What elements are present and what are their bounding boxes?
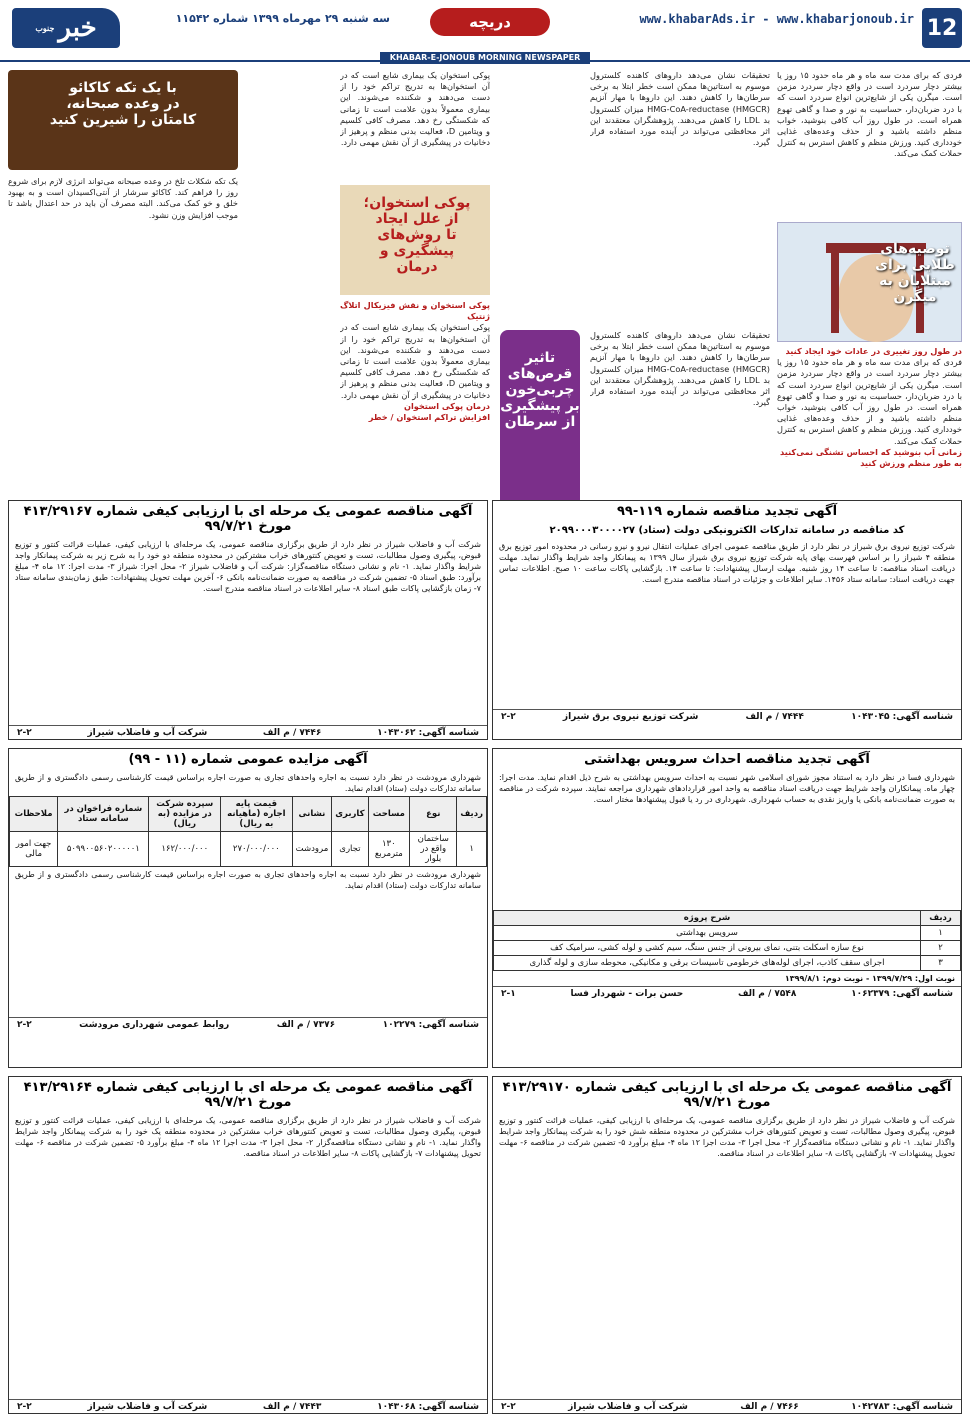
- tender-2-subtitle: کد مناقصه در سامانه تدارکات الکترونیکی دولت (ستاد) ۲۰۹۹۰۰۰۳۰۰۰۰۲۷: [549, 525, 905, 536]
- bone-photo: [340, 185, 490, 295]
- migraine-title-3: مبتلایان به: [879, 273, 951, 289]
- auction-ad: [8, 748, 488, 1068]
- tender-5-seq: ۲-۲: [17, 1402, 32, 1412]
- bone-title-2: از علل ایجاد: [375, 211, 459, 227]
- bone-sub1: پوکی استخوان و نقش فیزیکال اتلاگ ژنتیک: [340, 300, 490, 322]
- tender-3-seq: ۲-۱: [501, 989, 516, 999]
- auction-body: شهرداری مرودشت در نظر دارد نسبت به اجاره واحدهای تجاری به صورت اجاره براساس قیمت کارشناسی رسمی دادگستری و از طریق سامانه تدارکات دولت (ستاد) اقدام نماید.: [15, 773, 481, 793]
- table-row: [494, 926, 961, 941]
- chocolate-body: یک تکه شکلات تلخ در وعده صبحانه می‌تواند انرژی لازم برای شروع روز را فراهم کند. کاکائو سرشار از آنتی‌اکسیدان است و به بهبود خلق و خو کمک می‌کند. البته مصرف آن باید در حد اعتدال باشد تا موجب افزایش وزن نشود.: [8, 176, 238, 220]
- tender-ad-1: [8, 500, 488, 740]
- table-row: [494, 941, 961, 956]
- migraine-body-cont: [777, 346, 962, 496]
- tender-3-table-header: [494, 911, 961, 926]
- migraine-body: فردی که برای مدت سه ماه و هر ماه حدود ۱۵ روز یا بیشتر دچار سردرد است در واقع دچار سردرد مزمن است. میگرن یکی از شایع‌ترین انواع سردرد است که با درد ضربان‌دار، حساسیت به نور و صدا و گاهی تهوع همراه است. در طول روز آب کافی بنوشید، خواب منظم داشته باشید و از حذف وعده‌های غذایی خودداری کنید. ورزش منظم و کاهش استرس به کنترل حملات کمک می‌کند.: [777, 70, 962, 159]
- cholesterol-title-2: قرص‌های: [507, 366, 573, 382]
- tender-2-footer: [493, 709, 961, 724]
- auction-table-header: [10, 797, 487, 832]
- auction-col-area: مساحت: [368, 797, 410, 832]
- tender-2-id: شناسه آگهی: ۱۰۴۳۰۴۵: [851, 712, 953, 722]
- chocolate-title-2: در وعده صبحانه،: [66, 96, 180, 112]
- auction-col-n: ردیف: [457, 797, 487, 832]
- tender-5-footer: [9, 1399, 487, 1414]
- migraine-sub1: در طول روز تغییری در عادات خود ایجاد کنید: [785, 346, 962, 356]
- tender-ad-4: [492, 1076, 962, 1414]
- auction-col-deposit: سپرده شرکت در مزایده (به ریال): [149, 797, 221, 832]
- bone-title-5: درمان: [396, 259, 438, 275]
- logo-sub: جنوب: [35, 23, 55, 33]
- issue-date: سه شنبه ۲۹ مهرماه ۱۳۹۹ شماره ۱۱۵۴۲: [175, 12, 390, 25]
- bone-title: [352, 195, 482, 275]
- site-url[interactable]: www.khabarAds.ir - www.khabarjonoub.ir: [639, 12, 914, 26]
- page-header: [0, 0, 970, 62]
- tender-1-id: شناسه آگهی: ۱۰۴۳۰۶۲: [377, 728, 479, 738]
- table-row: [494, 956, 961, 971]
- tender-4-seq: ۲-۲: [501, 1402, 516, 1412]
- cholesterol-title-4: بر پیشگیری: [500, 398, 580, 414]
- cholesterol-body: تحقیقات نشان می‌دهد داروهای کاهنده کلسترول موسوم به استاتین‌ها ممکن است خطر ابتلا به برخی سرطان‌ها را کاهش دهند. این داروها با مهار آنزیم HMG-CoA-reductase (HMGCR) میزان کلسترول بد LDL را کاهش می‌دهند. پژوهشگران معتقدند این اثر محافظتی می‌تواند در آینده مورد استفاده قرار گیرد.: [590, 70, 770, 148]
- bone-sub2: درمان پوکی استخوان: [403, 400, 490, 411]
- migraine-text: فردی که برای مدت سه ماه و هر ماه حدود ۱۵ روز یا بیشتر دچار سردرد است در واقع دچار سردرد مزمن است. میگرن یکی از شایع‌ترین انواع سردرد است که با درد ضربان‌دار، حساسیت به نور و صدا و گاهی تهوع همراه است. در طول روز آب کافی بنوشید، خواب منظم داشته باشید و از حذف وعده‌های غذایی خودداری کنید. ورزش منظم و کاهش استرس به کنترل حملات کمک می‌کند.: [777, 357, 962, 446]
- auction-col-use: کاربری: [332, 797, 368, 832]
- auction-cell: ۱۳۰ مترمربع: [368, 832, 410, 867]
- tender-3-col-n: ردیف: [921, 911, 961, 926]
- auction-col-base: قیمت پایه اجاره (ماهیانه به ریال): [221, 797, 293, 832]
- cholesterol-title-box: [500, 330, 580, 510]
- tender-5-code: ۷۴۴۳ / م الف: [262, 1402, 322, 1412]
- auction-title: آگهی مزایده عمومی شماره (۱۱ - ۹۹): [128, 752, 368, 767]
- auction-col-call: شماره فراخوان در سامانه ستاد: [58, 797, 149, 832]
- auction-cell: تجاری: [332, 832, 368, 867]
- auction-id: شناسه آگهی: ۱۰۲۲۷۹: [382, 1020, 479, 1030]
- chocolate-title: [12, 80, 234, 128]
- chocolate-title-1: با یک تکه کاکائو: [69, 80, 177, 96]
- migraine-title: [875, 241, 955, 305]
- auction-col-note: ملاحظات: [10, 797, 58, 832]
- bone-body: [340, 300, 490, 500]
- page-number: 12: [922, 8, 962, 48]
- auction-cell: ۵۰۹۹۰۰۵۶۰۲۰۰۰۰۰۱: [58, 832, 149, 867]
- tender-ad-3: [492, 748, 962, 1068]
- cholesterol-title-5: از سرطان: [504, 414, 576, 430]
- tender-2-company: شرکت توزیع نیروی برق شیراز: [562, 712, 699, 722]
- tender-2-seq: ۲-۲: [501, 712, 516, 722]
- tender-1-title: آگهی مناقصه عمومی یک مرحله ای با ارزیابی کیفی شماره ۴۱۳/۲۹۱۶۷ مورخ ۹۹/۷/۲۱: [23, 504, 473, 534]
- auction-org: روابط عمومی شهرداری مرودشت: [79, 1020, 230, 1030]
- tender-5-id: شناسه آگهی: ۱۰۴۳۰۶۸: [377, 1402, 479, 1412]
- tender-3-table: [493, 910, 961, 971]
- migraine-sub3: به طور منظم ورزش کنید: [860, 458, 962, 469]
- newspaper-logo: [12, 8, 120, 48]
- section-title: دریچه: [430, 8, 550, 36]
- chocolate-title-3: کامتان را شیرین کنید: [49, 112, 197, 128]
- migraine-photo: [777, 222, 962, 342]
- tender-1-seq: ۲-۲: [17, 728, 32, 738]
- newspaper-strip: KHABAR-E-JONOUB MORNING NEWSPAPER: [380, 52, 590, 64]
- tender-1-footer: [9, 725, 487, 740]
- migraine-title-1: توصیه‌های: [880, 241, 950, 257]
- tender-4-company: شرکت آب و فاضلاب شیراز: [568, 1402, 688, 1412]
- tender-4-title: آگهی مناقصه عمومی یک مرحله ای با ارزیابی کیفی شماره ۴۱۳/۲۹۱۷۰ مورخ ۹۹/۷/۲۱: [502, 1080, 952, 1110]
- tender-3-body: شهرداری فسا در نظر دارد به استناد مجوز شورای اسلامی شهر نسبت به احداث سرویس بهداشتی به شرح ذیل اقدام نماید. مدت اجرا: چهار ماه. پیمانکاران واجد شرایط جهت دریافت اسناد مناقصه به واحد امور قراردادهای شهرداری مراجعه نمایند. سپرده شرکت در مناقصه به صورت ضمانت‌نامه بانکی یا واریز نقدی به حساب شهرداری. شهرداری در رد یا قبول پیشنهادها مختار است.: [499, 773, 955, 804]
- auction-code: ۷۳۷۶ / م الف: [276, 1020, 336, 1030]
- bone-title-1: پوکی استخوان؛: [363, 195, 471, 211]
- tender-4-id: شناسه آگهی: ۱۰۴۲۷۸۳: [851, 1402, 953, 1412]
- auction-footer: [9, 1017, 487, 1032]
- tender-3-footer: [493, 986, 961, 1001]
- tender-3-cell: ۳: [921, 956, 961, 971]
- bone-text: پوکی استخوان یک بیماری شایع است که در آن استخوان‌ها به تدریج تراکم خود را از دست می‌دهند و شکننده می‌شوند. این بیماری معمولاً بدون علامت است تا زمانی که شکستگی رخ دهد. مصرف کافی کلسیم و ویتامین D، فعالیت بدنی منظم و پرهیز از دخانیات در پیشگیری از آن نقش مهمی دارد.: [340, 322, 490, 400]
- bone-sub3: افزایش تراکم استخوان / خطر: [368, 412, 490, 423]
- tender-5-body: شرکت آب و فاضلاب شیراز در نظر دارد از طریق برگزاری مناقصه عمومی، یک مرحله‌ای با ارزیابی کیفی، عملیات قرائت کنتور و توزیع قبوض، پیگیری وصول مطالبات، تست و تعویض کنتورهای خراب مشترکین در محدوده منطقه یک خود را به شرکت پیمانکار واجد شرایط واگذار نماید. ۱- نام و نشانی دستگاه مناقصه‌گزار ۲- محل اجرا ۳- مدت اجرا ۱۲ ماه ۴- مبلغ برآورد ۵- تضمین شرکت در مناقصه ۶- مهلت تحویل پیشنهادات ۷- بازگشایی پاکات ۸- سایر اطلاعات در اسناد مناقصه.: [15, 1116, 482, 1158]
- tender-1-code: ۷۴۴۶ / م الف: [262, 728, 322, 738]
- tender-3-cell: سرویس بهداشتی: [494, 926, 921, 941]
- tender-3-cell: ۱: [921, 926, 961, 941]
- tender-4-body: شرکت آب و فاضلاب شیراز در نظر دارد از طریق برگزاری مناقصه عمومی، یک مرحله‌ای با ارزیابی کیفی، عملیات قرائت کنتور و توزیع قبوض، پیگیری وصول مطالبات، تست و تعویض کنتورهای خراب مشترکین در محدوده منطقه شش خود را به شرکت پیمانکار واجد شرایط واگذار نماید. ۱- نام و نشانی دستگاه مناقصه‌گزار ۲- محل اجرا ۳- مدت اجرا ۱۲ ماه ۴- مبلغ برآورد ۵- تضمین شرکت در مناقصه ۶- مهلت تحویل پیشنهادات ۷- بازگشایی پاکات ۸- سایر اطلاعات در اسناد مناقصه.: [499, 1116, 956, 1158]
- cholesterol-title-1: تاثیر: [524, 350, 556, 366]
- logo-text: خبر: [58, 13, 97, 43]
- tender-3-cell: ۲: [921, 941, 961, 956]
- auction-cell: ۲۷۰/۰۰۰/۰۰۰: [221, 832, 293, 867]
- tender-2-body: شرکت توزیع نیروی برق شیراز در نظر دارد از طریق مناقصه عمومی اجرای عملیات انتقال نیرو و نیرو رسانی در محدوده امور توزیع برق منطقه ۴ شیراز را بر اساس فهرست بهای پایه شرکت توزیع نیروی برق شیراز سال ۱۳۹۹ به پیمانکار واجد شرایط واگذار نماید. مهلت دریافت اسناد مناقصه: تا ساعت ۱۴ روز شنبه. مهلت ارسال پیشنهادات: تا ساعت ۱۴. بازگشایی پاکات ساعت ۱۰ صبح. اطلاعات تماس جهت دریافت اسناد: سامانه ستاد ۱۴۵۶. سایر اطلاعات و جزئیات در اسناد مناقصه مندرج است.: [499, 542, 956, 584]
- bone-title-4: پیشگیری و: [379, 243, 455, 259]
- auction-seq: ۲-۲: [17, 1020, 32, 1030]
- migraine-sub2: زمانی آب بنوشید که احساس تشنگی نمی‌کنید: [780, 446, 962, 457]
- tender-3-cell: نوع سازه اسکلت بتنی، نمای بیرونی از جنس سنگ، سیم کشی و لوله کشی، سرامیک کف: [494, 941, 921, 956]
- bone-title-3: تا روش‌های: [377, 227, 457, 243]
- tender-1-body: شرکت آب و فاضلاب شیراز در نظر دارد از طریق برگزاری مناقصه عمومی، یک مرحله‌ای با ارزیابی کیفی، عملیات قرائت کنتور و توزیع قبوض، پیگیری وصول مطالبات، تست و تعویض کنتورهای خراب مشترکین در محدوده منطقه دو خود را به شرح زیر به شرکت پیمانکار واجد شرایط واگذار نماید. ۱- نام و نشانی دستگاه مناقصه‌گزار: شرکت آب و فاضلاب شیراز ۲- محل اجرا: شیراز ۳- مدت اجرا: ۱۲ ماه ۴- مبلغ برآورد: طبق اسناد ۵- تضمین شرکت در مناقصه به صورت ضمانت‌نامه بانکی ۶- آخرین مهلت تحویل پیشنهادات: طبق زمان‌بندی سامانه ستاد ۷- زمان بازگشایی پاکات طبق اسناد ۸- سایر اطلاعات در اسناد مناقصه مندرج است.: [15, 540, 482, 593]
- tender-ad-5: [8, 1076, 488, 1414]
- tender-4-code: ۷۴۶۶ / م الف: [740, 1402, 799, 1412]
- auction-table: [9, 796, 487, 867]
- tender-2-code: ۷۴۴۴ / م الف: [745, 712, 804, 722]
- auction-terms: شهرداری مرودشت در نظر دارد نسبت به اجاره واحدهای تجاری به صورت اجاره براساس قیمت کارشناسی رسمی دادگستری و از طریق سامانه تدارکات دولت (ستاد) اقدام نماید.: [15, 870, 481, 890]
- auction-cell: ۱۶۲/۰۰۰/۰۰۰: [149, 832, 221, 867]
- migraine-title-4: میگرن: [893, 289, 937, 305]
- tender-3-code: ۷۵۴۸ / م الف: [737, 989, 797, 999]
- chocolate-photo: [8, 70, 238, 170]
- tender-2-title: آگهی تجدید مناقصه شماره ۱۱۹-۹۹: [616, 504, 838, 519]
- tender-4-footer: [493, 1399, 961, 1414]
- tender-3-col-desc: شرح پروژه: [494, 911, 921, 926]
- auction-cell: ساختمان واقع در بلوار: [410, 832, 457, 867]
- tender-3-signer: حسن برات - شهردار فسا: [570, 989, 684, 999]
- tender-5-company: شرکت آب و فاضلاب شیراز: [87, 1402, 208, 1412]
- tender-5-title: آگهی مناقصه عمومی یک مرحله ای با ارزیابی کیفی شماره ۴۱۳/۲۹۱۶۴ مورخ ۹۹/۷/۲۱: [23, 1080, 473, 1110]
- table-row: [10, 832, 487, 867]
- auction-col-type: نوع: [410, 797, 457, 832]
- auction-cell: جهت امور مالی: [10, 832, 58, 867]
- tender-3-id: شناسه آگهی: ۱۰۶۲۳۷۹: [851, 989, 953, 999]
- tender-1-company: شرکت آب و فاضلاب شیراز: [87, 728, 208, 738]
- auction-cell: ۱: [457, 832, 487, 867]
- cholesterol-title-3: چربی‌خون: [505, 382, 575, 398]
- migraine-title-2: طلایی برای: [875, 257, 955, 273]
- auction-col-addr: نشانی: [292, 797, 332, 832]
- tender-3-title: آگهی تجدید مناقصه احداث سرویس بهداشتی: [584, 752, 870, 767]
- cholesterol-body-cont: تحقیقات نشان می‌دهد داروهای کاهنده کلسترول موسوم به استاتین‌ها ممکن است خطر ابتلا به برخی سرطان‌ها را کاهش دهند. این داروها با مهار آنزیم HMG-CoA-reductase (HMGCR) میزان کلسترول بد LDL را کاهش می‌دهند. پژوهشگران معتقدند این اثر محافظتی می‌تواند در آینده مورد استفاده قرار گیرد.: [590, 330, 770, 408]
- auction-cell: مرودشت: [292, 832, 332, 867]
- bone-body-top: پوکی استخوان یک بیماری شایع است که در آن استخوان‌ها به تدریج تراکم خود را از دست می‌دهند و شکننده می‌شوند. این بیماری معمولاً بدون علامت است تا زمانی که شکستگی رخ دهد. مصرف کافی کلسیم و ویتامین D، فعالیت بدنی منظم و پرهیز از دخانیات در پیشگیری از آن نقش مهمی دارد.: [340, 70, 490, 148]
- tender-ad-2: [492, 500, 962, 740]
- tender-3-cell: اجرای سقف کاذب، اجرای لوله‌های خرطومی تاسیسات برقی و مکانیکی، محوطه سازی و لوله گذاری: [494, 956, 921, 971]
- tender-3-dates: نوبت اول: ۱۳۹۹/۷/۲۹ - نوبت دوم: ۱۳۹۹/۸/۱: [784, 974, 955, 983]
